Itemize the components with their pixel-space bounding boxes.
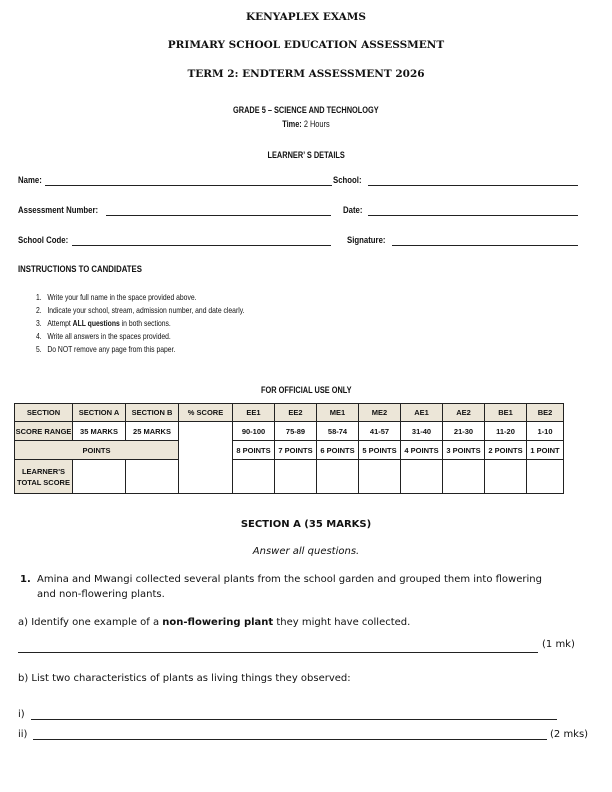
total-score-input-cell[interactable] <box>126 460 179 494</box>
table-header-cell: EE2 <box>275 404 317 422</box>
time-value: 2 Hours <box>303 119 330 129</box>
school-field[interactable] <box>368 185 578 186</box>
table-header-cell: EE1 <box>233 404 275 422</box>
table-row <box>15 441 564 460</box>
term-title: TERM 2: ENDTERM ASSESSMENT 2026 <box>187 68 425 80</box>
table-cell: 58-74 <box>317 422 359 441</box>
table-cell: 3 POINTS <box>443 441 485 460</box>
assessment-number-label: Assessment Number: <box>18 205 99 216</box>
marks-1b: (2 mks) <box>550 729 589 740</box>
table-cell: 1-10 <box>527 422 564 441</box>
question-1-text-line-1: Amina and Mwangi collected several plants from the school garden and grouped them into flowering <box>37 574 542 585</box>
table-cell <box>233 460 275 494</box>
answer-label-i: i) <box>18 709 25 720</box>
table-cell: 21-30 <box>443 422 485 441</box>
name-field[interactable] <box>45 185 332 186</box>
instruction-item: 1. Write your full name in the space provided above. <box>36 292 197 302</box>
table-cell <box>485 460 527 494</box>
table-cell: 25 MARKS <box>126 422 179 441</box>
learner-details-heading: LEARNER’ S DETAILS <box>267 150 345 160</box>
question-number: 1. <box>20 574 31 585</box>
table-cell: SCORE RANGE <box>15 422 73 441</box>
exam-organization-title: KENYAPLEX EXAMS <box>246 11 366 23</box>
total-score-input-cell[interactable] <box>73 460 126 494</box>
time-label: Time: <box>282 119 302 129</box>
assessment-title: PRIMARY SCHOOL EDUCATION ASSESSMENT <box>167 39 445 51</box>
table-cell: 4 POINTS <box>401 441 443 460</box>
answer-line-1b-i[interactable] <box>31 719 557 720</box>
table-cell: 5 POINTS <box>359 441 401 460</box>
table-cell: 31-40 <box>401 422 443 441</box>
table-header-cell: AE2 <box>443 404 485 422</box>
assessment-number-field[interactable] <box>106 215 331 216</box>
answer-line-1a[interactable] <box>18 652 538 653</box>
question-1-text-line-2: and non-flowering plants. <box>37 589 165 600</box>
section-a-subtitle: Answer all questions. <box>252 546 360 557</box>
table-cell: 1 POINT <box>527 441 564 460</box>
table-cell: 90-100 <box>233 422 275 441</box>
table-cell: 35 MARKS <box>73 422 126 441</box>
table-header-cell: SECTION B <box>126 404 179 422</box>
table-cell <box>275 460 317 494</box>
points-label-cell: POINTS <box>15 441 179 460</box>
signature-label: Signature: <box>347 235 386 246</box>
answer-line-1b-ii[interactable] <box>33 739 547 740</box>
instruction-item: 5. Do NOT remove any page from this paper. <box>36 344 176 354</box>
official-use-heading-wrap <box>0 378 612 397</box>
official-use-table <box>14 403 564 494</box>
table-header-cell: SECTION <box>15 404 73 422</box>
table-cell: 8 POINTS <box>233 441 275 460</box>
table-header-cell: BE1 <box>485 404 527 422</box>
total-score-label-cell: LEARNER'S TOTAL SCORE <box>15 460 73 494</box>
table-cell: 11-20 <box>485 422 527 441</box>
table-row <box>15 404 564 422</box>
official-use-heading: FOR OFFICIAL USE ONLY <box>260 385 352 395</box>
table-cell: 75-89 <box>275 422 317 441</box>
table-header-cell: AE1 <box>401 404 443 422</box>
name-label: Name: <box>18 175 42 186</box>
date-field[interactable] <box>368 215 578 216</box>
signature-field[interactable] <box>392 245 578 246</box>
table-header-cell: % SCORE <box>179 404 233 422</box>
table-cell <box>317 460 359 494</box>
time-line <box>0 112 612 131</box>
table-row <box>15 422 564 441</box>
school-code-field[interactable] <box>72 245 331 246</box>
table-cell: 2 POINTS <box>485 441 527 460</box>
school-code-label: School Code: <box>18 235 69 246</box>
instructions-heading: INSTRUCTIONS TO CANDIDATES <box>18 264 142 275</box>
grade-subject: GRADE 5 – SCIENCE AND TECHNOLOGY <box>233 105 379 115</box>
percent-score-cell[interactable] <box>179 422 233 494</box>
school-label: School: <box>333 175 362 186</box>
table-header-cell: SECTION A <box>73 404 126 422</box>
table-cell <box>359 460 401 494</box>
question-1a-text: a) Identify one example of a non-flowering plant they might have collected. <box>18 617 411 628</box>
table-cell <box>527 460 564 494</box>
table-cell <box>401 460 443 494</box>
instruction-item: 3. Attempt ALL questions in both sections. <box>36 318 171 328</box>
table-header-cell: BE2 <box>527 404 564 422</box>
date-label: Date: <box>343 205 363 216</box>
table-cell: 41-57 <box>359 422 401 441</box>
marks-1a: (1 mk) <box>542 639 575 650</box>
table-header-cell: ME1 <box>317 404 359 422</box>
table-cell: 6 POINTS <box>317 441 359 460</box>
question-1b-text: b) List two characteristics of plants as living things they observed: <box>18 673 351 684</box>
instruction-item: 2. Indicate your school, stream, admission number, and date clearly. <box>36 305 245 315</box>
table-header-cell: ME2 <box>359 404 401 422</box>
learner-details-heading-wrap <box>0 143 612 162</box>
section-a-title: SECTION A (35 MARKS) <box>240 519 372 530</box>
table-cell <box>443 460 485 494</box>
instruction-item: 4. Write all answers in the spaces provided. <box>36 331 171 341</box>
answer-label-ii: ii) <box>18 729 28 740</box>
table-row <box>15 460 564 494</box>
table-cell: 7 POINTS <box>275 441 317 460</box>
